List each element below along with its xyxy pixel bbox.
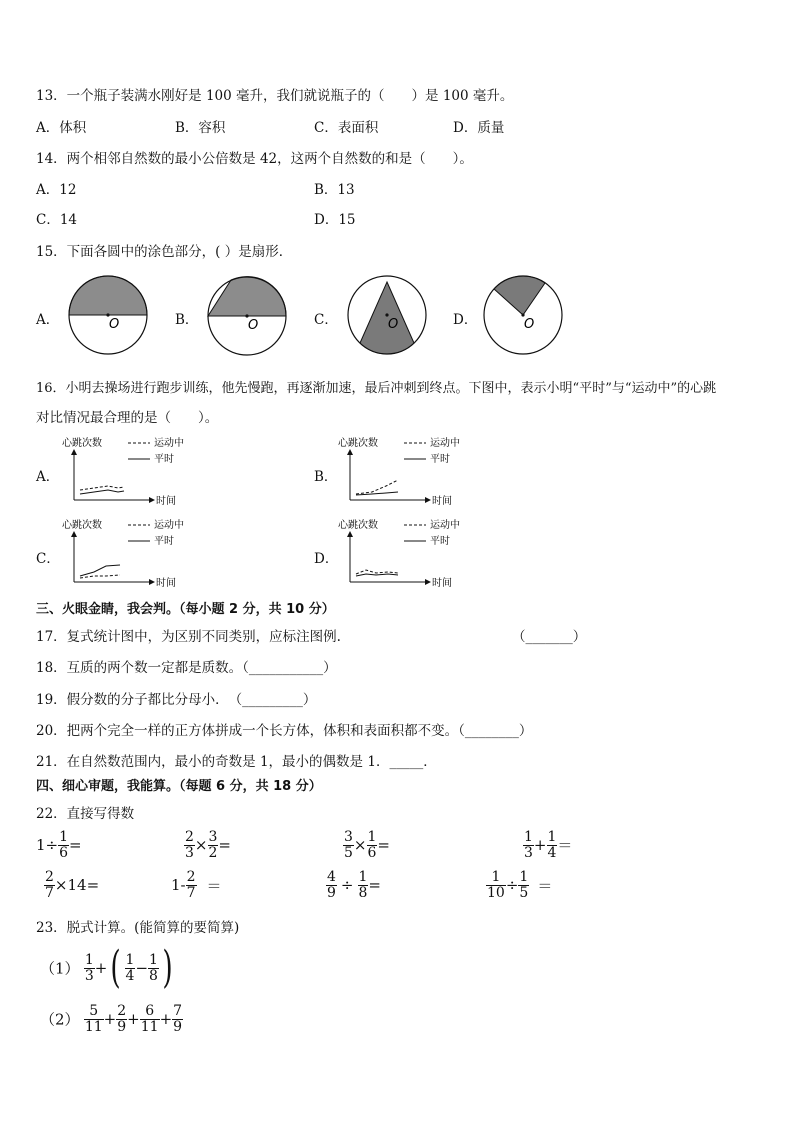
svg-text:心跳次数: 心跳次数 [338, 438, 378, 449]
q15-label-d: D． [453, 312, 478, 328]
q14-option-b: B．13 [314, 182, 355, 198]
q13-option-a: A．体积 [36, 120, 87, 136]
q16-label-c: C． [36, 551, 60, 567]
q21-text: 21．在自然数范围内，最小的奇数是 1，最小的偶数是 1．_____． [36, 754, 437, 770]
q18-text: 18．互质的两个数一定都是质数。（___________） [36, 660, 337, 676]
svg-text:时间: 时间 [432, 496, 452, 507]
q15-circle-d [481, 275, 565, 359]
q15-label-c: C． [314, 312, 338, 328]
svg-text:心跳次数: 心跳次数 [338, 520, 378, 531]
q22-item-7: $\frac{4}{9}$ ÷ $\frac{1}{8}$ = [327, 869, 381, 901]
q16-label-a: A． [36, 469, 60, 485]
q22-item-4: $\frac{1}{3}$ + $\frac{1}{4}$ ＝ [524, 829, 573, 861]
q22-item-2: $\frac{2}{3}$ × $\frac{3}{2}$ = [185, 829, 231, 861]
q14-option-c: C．14 [36, 212, 78, 228]
q13-option-b: B．容积 [175, 120, 226, 136]
svg-text:时间: 时间 [156, 496, 176, 507]
q22-title: 22．直接写得数 [36, 806, 135, 822]
q16-graph-d [336, 516, 476, 590]
q15-center-label-a: O [109, 317, 120, 332]
q15-center-label-c: O [388, 317, 399, 332]
q16-label-b: B． [314, 469, 338, 485]
q23-problem-1: （1） $\frac{1}{3}$ +( $\frac{1}{4}$ − $\frac{1}{8}$ ) [40, 942, 173, 993]
q22-item-3: $\frac{3}{5}$ × $\frac{1}{6}$ = [344, 829, 390, 861]
svg-text:运动中: 运动中 [154, 438, 184, 449]
q22-item-5: $\frac{2}{7}$ ×14= [45, 869, 100, 901]
q16-stem-line2: 对比情况最合理的是（ ）。 [36, 410, 219, 426]
svg-text:运动中: 运动中 [154, 520, 184, 531]
q15-label-b: B． [175, 312, 199, 328]
q19-text: 19．假分数的分子都比分母小． （_________） [36, 692, 317, 708]
q15-center-label-d: O [524, 317, 535, 332]
svg-text:平时: 平时 [154, 454, 174, 465]
q15-circle-b [205, 276, 289, 360]
svg-text:时间: 时间 [432, 578, 452, 589]
q14-option-d: D．15 [314, 212, 356, 228]
svg-text:时间: 时间 [156, 578, 176, 589]
q16-stem-line1: 16．小明去操场进行跑步训练，他先慢跑，再逐渐加速，最后冲刺到终点。下图中，表示小明“平时”与“运动中”的心跳 [36, 381, 717, 396]
q15-stem: 15．下面各圆中的涂色部分，( ）是扇形． [36, 244, 293, 260]
svg-text:心跳次数: 心跳次数 [62, 438, 102, 449]
q16-graph-c [60, 516, 200, 590]
q15-label-a: A． [36, 312, 60, 328]
section-3-heading: 三、火眼金睛，我会判。（每小题 2 分，共 10 分） [36, 602, 335, 617]
q16-label-d: D． [314, 551, 339, 567]
q16-graph-a [60, 434, 200, 508]
svg-text:运动中: 运动中 [430, 438, 460, 449]
q15-circle-c [345, 275, 429, 359]
q13-option-d: D．质量 [453, 120, 505, 136]
q13-option-c: C．表面积 [314, 120, 379, 136]
q15-center-label-b: O [248, 318, 259, 333]
section-4-heading: 四、细心审题，我能算。（每题 6 分，共 18 分） [36, 779, 322, 794]
q17-answer-blank: （_______） [512, 629, 587, 645]
q22-item-1: 1÷ $\frac{1}{6}$ = [36, 829, 82, 861]
svg-text:平时: 平时 [430, 536, 450, 547]
q14-stem: 14．两个相邻自然数的最小公倍数是 42，这两个自然数的和是（ ）。 [36, 151, 473, 167]
q14-option-a: A．12 [36, 182, 77, 198]
q23-title: 23．脱式计算。(能简算的要简算) [36, 920, 240, 936]
q17-text: 17．复式统计图中，为区别不同类别，应标注图例. [36, 629, 341, 645]
q23-problem-2: （2） $\frac{5}{11}$ + $\frac{2}{9}$ + $\frac{6}{11}$ + $\frac{7}{9}$ [40, 1003, 183, 1035]
q13-stem: 13．一个瓶子装满水刚好是 100 毫升，我们就说瓶子的（ ）是 100 毫升。 [36, 88, 514, 104]
svg-text:运动中: 运动中 [430, 520, 460, 531]
q16-graph-b [336, 434, 476, 508]
svg-text:平时: 平时 [154, 536, 174, 547]
svg-text:平时: 平时 [430, 454, 450, 465]
q15-circle-a [66, 275, 150, 359]
q20-text: 20．把两个完全一样的正方体拼成一个长方体，体积和表面积都不变。（________） [36, 723, 533, 739]
svg-text:心跳次数: 心跳次数 [62, 520, 102, 531]
q22-item-8: $\frac{1}{10}$ ÷ $\frac{1}{5}$ ＝ [487, 869, 553, 901]
q22-item-6: 1- $\frac{2}{7}$ ＝ [171, 869, 222, 901]
